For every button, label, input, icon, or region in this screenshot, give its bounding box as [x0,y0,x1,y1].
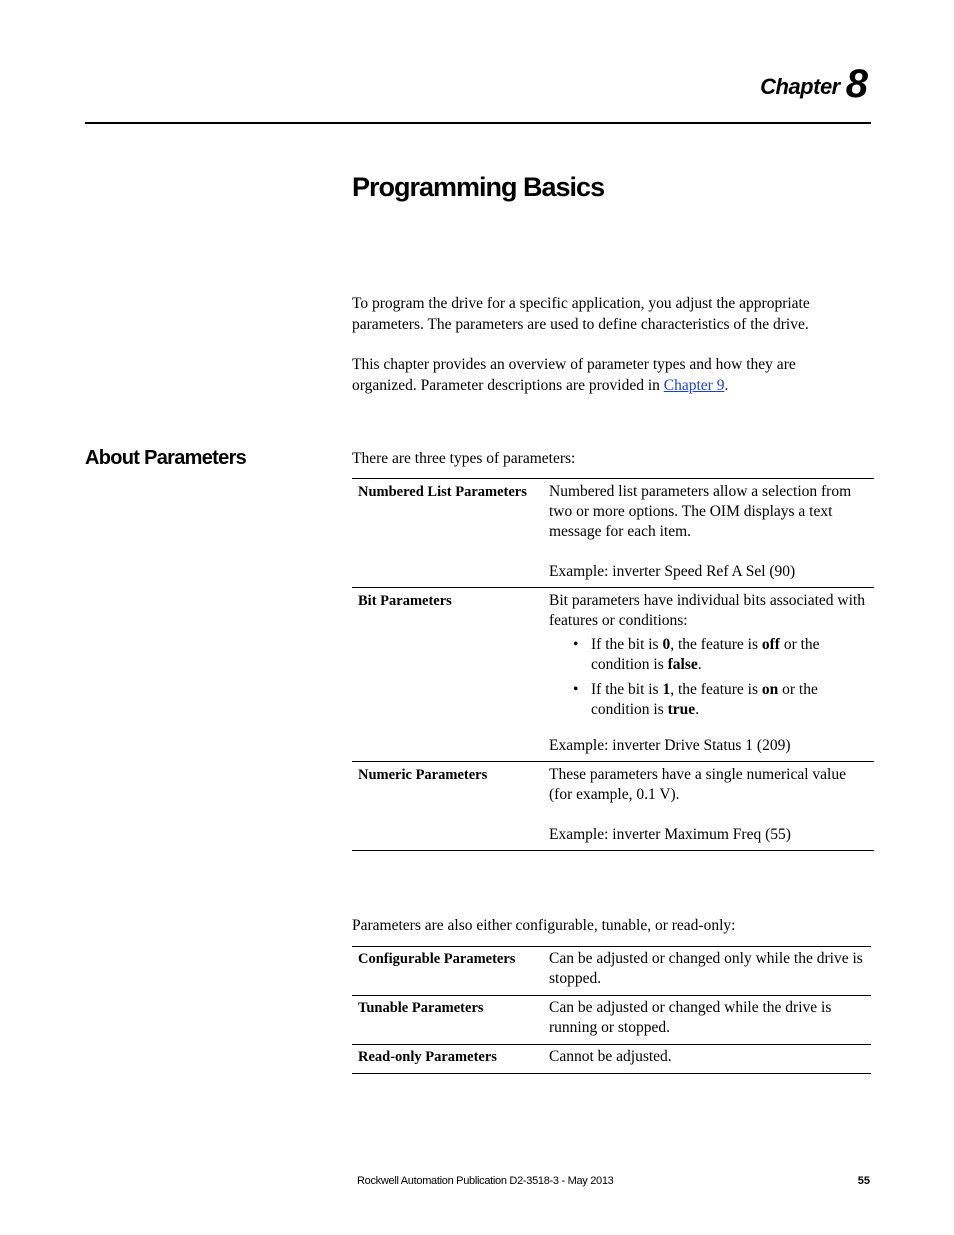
feature-state: off [761,636,780,653]
configurable-term: Configurable Parameters [352,947,539,996]
parameter-access-table [352,946,871,1074]
table-row [352,762,874,851]
bit-conditions-list [549,635,868,720]
list-item [591,680,868,720]
intro-paragraph-1: To program the drive for a specific application, you adjust the appropriate parameters. The parameters are used to define characteristics of the drive. [352,295,810,333]
parameter-types-table [352,478,874,851]
page-title: Programming Basics [352,172,605,202]
numbered-list-description [537,479,874,588]
chapter-word: Chapter [760,74,840,99]
page-number: 55 [857,1175,870,1187]
bullet-text: or the condition is [591,636,820,673]
numbered-list-term: Numbered List Parameters [352,479,537,588]
bullet-text: If the bit is [591,681,663,698]
table-row [352,1045,871,1074]
list-item [591,635,868,675]
footer-publication: Rockwell Automation Publication D2-3518-3 - May 2013 [357,1175,614,1187]
table-row [352,996,871,1045]
read-only-term: Read-only Parameters [352,1045,539,1074]
configurable-description: Can be adjusted or changed only while the drive is stopped. [539,947,871,996]
parameter-types-intro: There are three types of parameters: [352,450,576,467]
bullet-text: . [695,701,700,718]
table-row [352,588,874,762]
bullet-text: , the feature is [670,636,762,653]
numbered-list-desc-text: Numbered list parameters allow a selection from two or more options. The OIM displays a text message for each item. [549,483,852,540]
bullet-text: . [697,656,702,673]
intro-paragraph-2-text: This chapter provides an overview of parameter types and how they are organized. Parameter descriptions are provided in [352,356,796,394]
bit-parameters-desc-text: Bit parameters have individual bits associated with features or conditions: [549,592,865,629]
bullet-text: , the feature is [670,681,762,698]
chapter-heading [760,62,868,107]
bit-value: 1 [662,681,671,698]
intro-paragraph-2-end: . [724,377,729,394]
bit-parameters-description [537,588,874,762]
condition-state: true [667,701,696,718]
numeric-parameters-term: Numeric Parameters [352,762,537,851]
table-row [352,947,871,996]
bit-value: 0 [662,636,671,653]
bit-parameters-example: Example: inverter Drive Status 1 (209) [549,737,791,754]
numeric-parameters-example: Example: inverter Maximum Freq (55) [549,826,791,843]
chapter-number: 8 [845,62,868,106]
bullet-text: or the condition is [591,681,818,718]
read-only-description: Cannot be adjusted. [539,1045,871,1074]
tunable-description: Can be adjusted or changed while the drive is running or stopped. [539,996,871,1045]
numeric-parameters-description [537,762,874,851]
numbered-list-example: Example: inverter Speed Ref A Sel (90) [549,563,796,580]
tunable-term: Tunable Parameters [352,996,539,1045]
chapter-9-link[interactable]: Chapter 9 [663,377,725,394]
numeric-parameters-desc-text: These parameters have a single numerical value (for example, 0.1 V). [549,766,846,803]
feature-state: on [761,681,779,698]
parameter-access-intro: Parameters are also either configurable, tunable, or read-only: [352,917,736,934]
intro-paragraph-2 [352,354,842,396]
chapter-rule [85,122,871,124]
section-title: About Parameters [85,447,247,469]
table-row [352,479,874,588]
condition-state: false [667,656,698,673]
bullet-text: If the bit is [591,636,663,653]
bit-parameters-term: Bit Parameters [352,588,537,762]
